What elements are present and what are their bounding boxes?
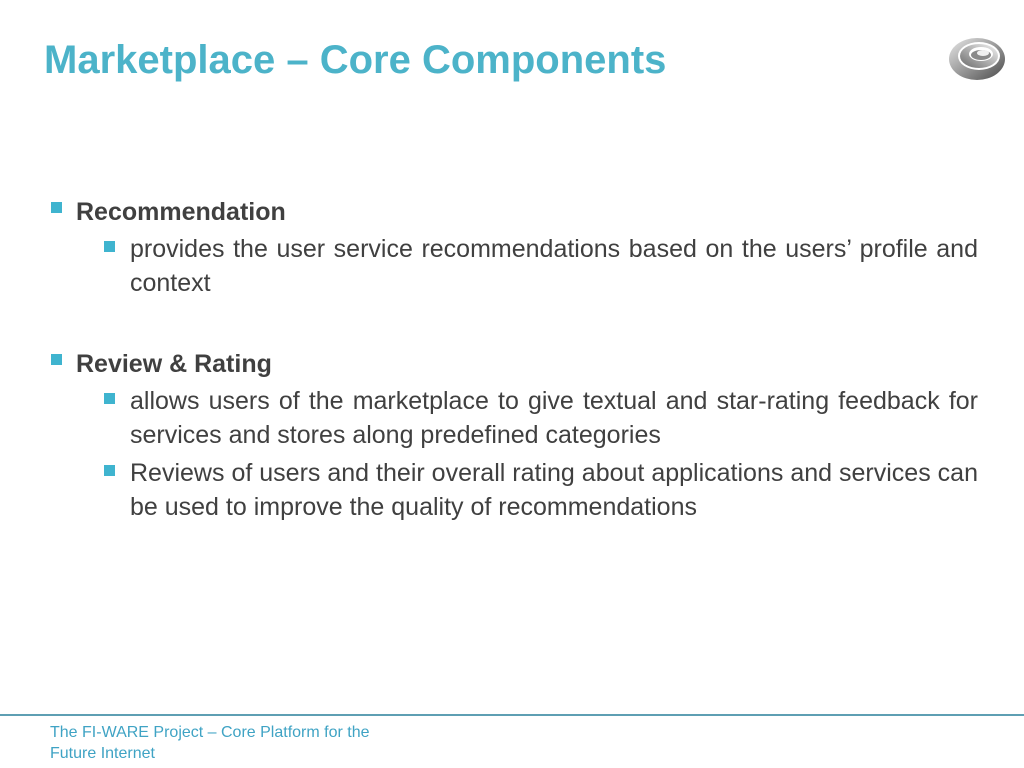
list-item [104, 456, 978, 524]
square-bullet-icon [104, 241, 115, 252]
slide-content [50, 196, 978, 524]
square-bullet-icon [51, 202, 62, 213]
section-heading-recommendation [50, 196, 978, 228]
list-item-text: provides the user service recommendations based on the users’ profile and context [130, 235, 978, 297]
list-item-text: Reviews of users and their overall rating about applications and services can be used to improve the quality of recommendations [130, 459, 978, 521]
footer-divider [0, 714, 1024, 716]
square-bullet-icon [104, 465, 115, 476]
slide-title: Marketplace – Core Components [44, 38, 667, 82]
section-heading-text: Review & Rating [76, 350, 272, 378]
swirl-logo-icon [946, 34, 1008, 84]
footer-text: The FI-WARE Project – Core Platform for the Future Internet [50, 724, 370, 762]
list-item-text: allows users of the marketplace to give textual and star-rating feedback for services and stores along predefined categories [130, 387, 978, 449]
list-item [104, 232, 978, 300]
list-item [104, 384, 978, 452]
square-bullet-icon [51, 354, 62, 365]
square-bullet-icon [104, 393, 115, 404]
section-heading-review-rating [50, 348, 978, 380]
section-heading-text: Recommendation [76, 198, 286, 226]
